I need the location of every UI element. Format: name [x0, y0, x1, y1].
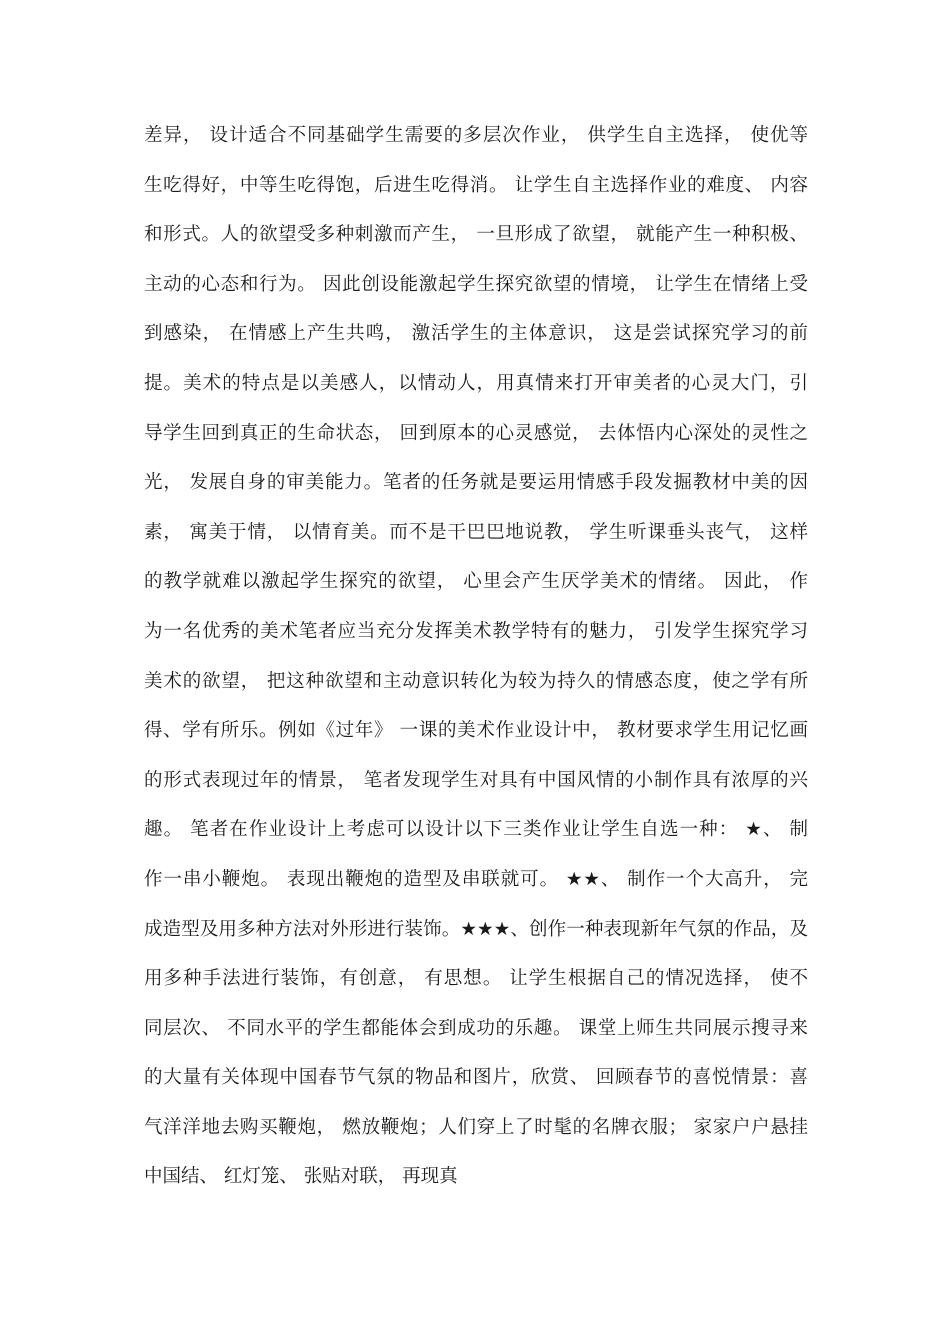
text-line: 为一名优秀的美术笔者应当充分发挥美术教学特有的魅力， 引发学生探究学习	[144, 620, 808, 642]
text-line: 作一串小鞭炮。 表现出鞭炮的造型及串联就可。 ★★、 制作一个大高升， 完	[144, 868, 808, 890]
text-line: 成造型及用多种方法对外形进行装饰。★★★、创作一种表现新年气氛的作品，及	[144, 918, 808, 940]
text-line: 用多种手法进行装饰，有创意， 有思想。 让学生根据自己的情况选择， 使不	[144, 968, 808, 990]
body-text	[144, 116, 808, 1207]
text-line: 中国结、 红灯笼、 张贴对联， 再现真	[144, 1166, 458, 1188]
text-line: 光， 发展自身的审美能力。笔者的任务就是要运用情感手段发掘教材中美的因	[144, 472, 808, 494]
text-line: 趣。 笔者在作业设计上考虑可以设计以下三类作业让学生自选一种： ★、 制	[144, 819, 808, 841]
text-line: 气洋洋地去购买鞭炮， 燃放鞭炮；人们穿上了时髦的名牌衣服； 家家户户悬挂	[144, 1116, 808, 1138]
text-line: 的形式表现过年的情景， 笔者发现学生对具有中国风情的小制作具有浓厚的兴	[144, 769, 808, 791]
text-line: 导学生回到真正的生命状态， 回到原本的心灵感觉， 去体悟内心深处的灵性之	[144, 422, 808, 444]
text-line: 得、学有所乐。例如《过年》 一课的美术作业设计中， 教材要求学生用记忆画	[144, 720, 808, 742]
text-line: 到感染， 在情感上产生共鸣， 激活学生的主体意识， 这是尝试探究学习的前	[144, 323, 808, 345]
text-line: 同层次、 不同水平的学生都能体会到成功的乐趣。 课堂上师生共同展示搜寻来	[144, 1017, 808, 1039]
text-line: 美术的欲望， 把这种欲望和主动意识转化为较为持久的情感态度，使之学有所	[144, 670, 808, 692]
text-line: 的大量有关体现中国春节气氛的物品和图片，欣赏、 回顾春节的喜悦情景：喜	[144, 1067, 808, 1089]
text-line: 主动的心态和行为。 因此创设能激起学生探究欲望的情境， 让学生在情绪上受	[144, 273, 808, 295]
text-line: 素， 寓美于情， 以情育美。而不是干巴巴地说教， 学生听课垂头丧气， 这样	[144, 521, 808, 543]
text-line: 提。美术的特点是以美感人，以情动人，用真情来打开审美者的心灵大门，引	[144, 372, 808, 394]
text-line: 和形式。人的欲望受多种刺激而产生， 一旦形成了欲望， 就能产生一种积极、	[144, 224, 808, 246]
text-line: 差异， 设计适合不同基础学生需要的多层次作业， 供学生自主选择， 使优等	[144, 125, 808, 146]
text-line: 的教学就难以激起学生探究的欲望， 心里会产生厌学美术的情绪。 因此， 作	[144, 571, 808, 593]
text-line: 生吃得好，中等生吃得饱，后进生吃得消。 让学生自主选择作业的难度、 内容	[144, 174, 808, 196]
